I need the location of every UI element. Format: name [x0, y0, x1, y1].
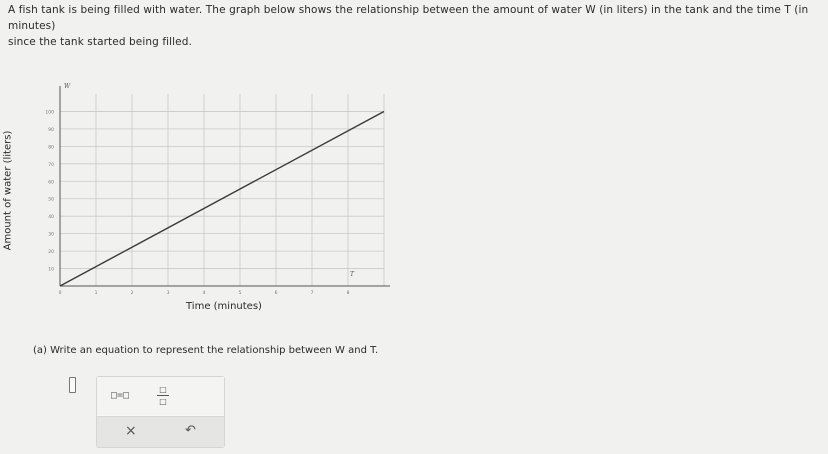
math-toolbar: [97, 377, 224, 415]
question-prompt: [8, 2, 823, 50]
y-tick-label: 30: [48, 232, 54, 238]
x-axis-label: Time (minutes): [186, 301, 262, 312]
y-tick-label: 60: [48, 180, 54, 186]
x-tick-label: 2: [130, 291, 134, 296]
y-tick-label: 80: [48, 145, 54, 151]
fraction-bar: [157, 395, 169, 396]
y-axis-variable: W: [64, 83, 71, 90]
answer-input-panel[interactable]: [96, 376, 225, 448]
fraction-denominator-icon: □: [159, 397, 167, 406]
answer-action-bar: [97, 416, 224, 447]
undo-button[interactable]: ↶: [185, 423, 196, 438]
y-tick-label: 10: [48, 267, 54, 273]
x-tick-label: 8: [346, 291, 350, 296]
y-axis-label: Amount of water (liters): [2, 130, 14, 251]
x-axis-variable: T: [350, 271, 355, 278]
y-tick-label: 90: [48, 127, 54, 133]
fraction-template-button[interactable]: [157, 385, 169, 406]
y-tick-label: 100: [45, 110, 54, 116]
clear-button[interactable]: ×: [125, 423, 137, 439]
y-tick-label: 70: [48, 162, 54, 168]
x-tick-label: 1: [94, 291, 98, 296]
part-a-prompt: (a) Write an equation to represent the relationship between W and T.: [33, 345, 379, 356]
line-graph: [0, 72, 400, 302]
prompt-line-1: A fish tank is being filled with water. The graph below shows the relationship between the amount of water W (in liters) in the tank and the time T (in minutes): [8, 4, 809, 32]
x-tick-label: 0: [58, 291, 62, 296]
x-tick-label: 7: [310, 291, 314, 296]
fraction-numerator-icon: □: [159, 385, 167, 394]
y-tick-label: 50: [48, 197, 54, 203]
y-tick-label: 40: [48, 215, 54, 221]
answer-input-cursor[interactable]: [69, 377, 76, 393]
x-tick-label: 3: [166, 291, 170, 296]
prompt-line-2: since the tank started being filled.: [8, 36, 192, 48]
x-tick-label: 4: [202, 291, 206, 296]
x-tick-label: 6: [274, 291, 278, 296]
x-tick-label: 5: [238, 291, 242, 296]
y-tick-label: 20: [48, 250, 54, 256]
equation-template-button[interactable]: □=□: [111, 390, 130, 401]
